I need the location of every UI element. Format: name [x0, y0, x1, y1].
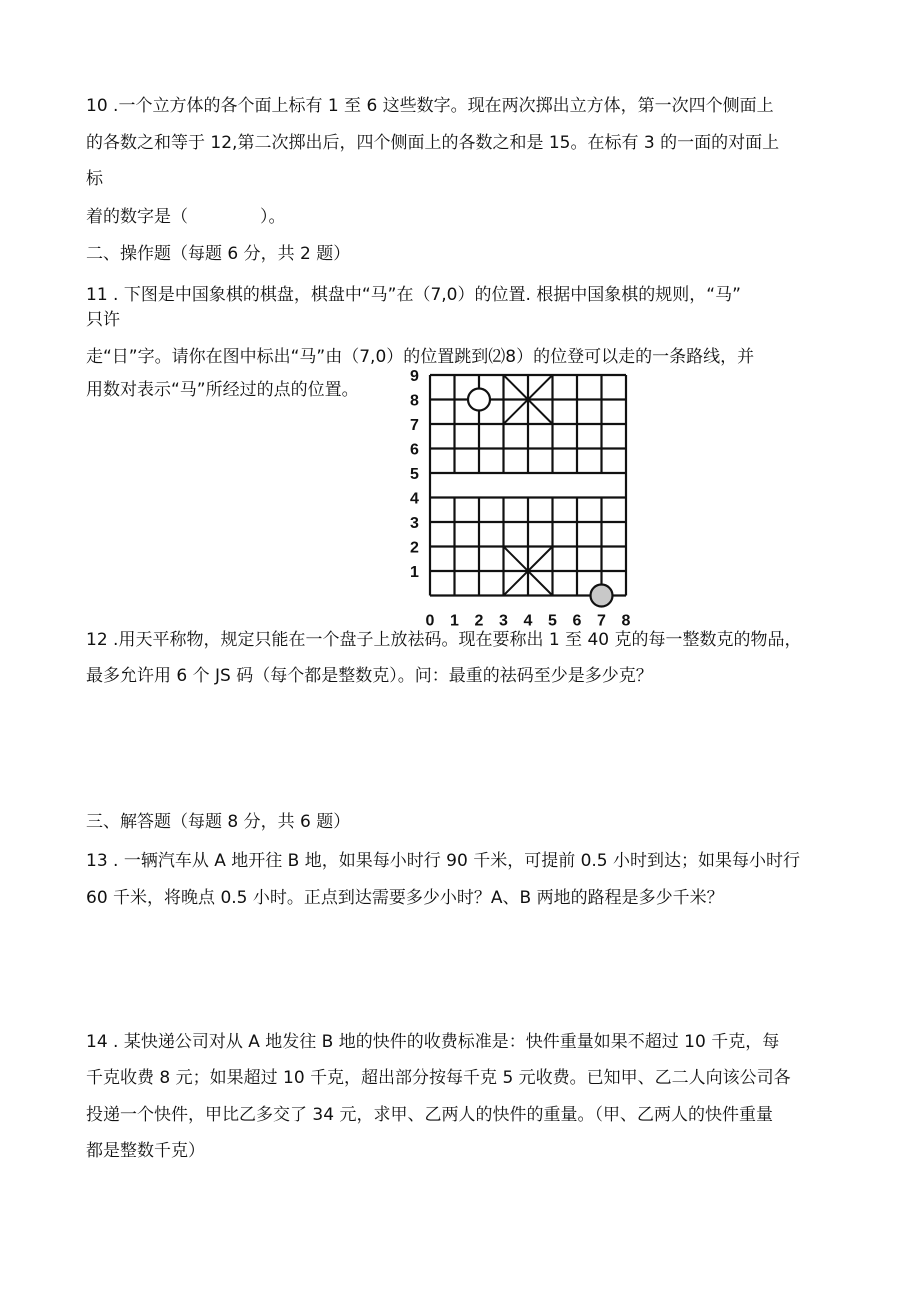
- x-label: 8: [621, 612, 631, 630]
- chess-board-svg: [395, 365, 645, 630]
- y-label: 8: [410, 392, 419, 410]
- q14-line4: 都是整数千克）: [86, 1141, 205, 1161]
- q14-line3: 投递一个快件，甲比乙多交了 34 元，求甲、乙两人的快件的重量。（甲、乙两人的快件重量: [86, 1105, 773, 1125]
- q11-line1: 11 . 下图是中国象棋的棋盘，棋盘中“马”在（7,0）的位置. 根据中国象棋的规则，“马”: [86, 285, 741, 305]
- start-horse-marker: [591, 585, 613, 607]
- section3-heading: 三、解答题（每题 8 分，共 6 题）: [86, 812, 351, 832]
- x-label: 5: [548, 612, 557, 630]
- y-label: 1: [410, 564, 419, 581]
- q12-line2: 最多允许用 6 个 JS 码（每个都是整数克）。问：最重的祛码至少是多少克？: [86, 666, 653, 686]
- y-label: 2: [410, 539, 419, 557]
- x-label: 4: [523, 612, 533, 630]
- y-label: 3: [410, 515, 419, 532]
- q10-line1: 10 .一个立方体的各个面上标有 1 至 6 这些数字。现在两次掷出立方体，第一次四个侧面上: [86, 96, 774, 116]
- x-label: 2: [474, 612, 484, 630]
- q13-line1: 13 . 一辆汽车从 A 地开往 B 地，如果每小时行 90 千米，可提前 0.5 小时到达；如果每小时行: [86, 851, 801, 871]
- section2-heading: 二、操作题（每题 6 分，共 2 题）: [86, 244, 351, 264]
- q12-line1: 12 .用天平称物，规定只能在一个盘子上放祛码。现在要称出 1 至 40 克的每一整数克的物品，: [86, 630, 802, 650]
- q11-line3: 走“日”字。请你在图中标出“马”由（7,0）的位置跳到⑵8）的位登可以走的一条路线，并: [86, 347, 755, 367]
- q11-line4: 用数对表示“马”所经过的点的位置。: [86, 380, 359, 400]
- chess-board: [395, 365, 645, 630]
- y-label: 4: [410, 490, 419, 508]
- q10-line3: 标: [86, 169, 103, 189]
- q10-line2: 的各数之和等于 12,第二次掷出后，四个侧面上的各数之和是 15。在标有 3 的一面的对面上: [86, 133, 780, 153]
- y-label: 7: [410, 417, 419, 434]
- x-axis-labels: [426, 613, 631, 630]
- target-marker: [468, 389, 490, 411]
- y-axis-labels: [410, 368, 419, 581]
- q14-line2: 千克收费 8 元；如果超过 10 千克，超出部分按每千克 5 元收费。已知甲、乙二人向该公司各: [86, 1068, 791, 1088]
- x-label: 7: [597, 612, 606, 630]
- q10-line4: [86, 205, 286, 229]
- y-label: 5: [410, 466, 419, 483]
- y-label: 9: [410, 368, 419, 385]
- x-label: 6: [572, 612, 582, 630]
- q10-suffix: ）。: [260, 207, 286, 227]
- y-label: 6: [410, 441, 419, 459]
- q14-line1: 14 . 某快递公司对从 A 地发往 B 地的快件的收费标准是：快件重量如果不超过 10 千克，每: [86, 1032, 780, 1052]
- board-grid: [430, 375, 626, 596]
- q13-line2: 60 千米，将晚点 0.5 小时。正点到达需要多少小时？A、B 两地的路程是多少千米？: [86, 888, 724, 908]
- q11-line2: 只许: [86, 310, 120, 330]
- x-label: 3: [499, 612, 508, 630]
- x-label: 0: [425, 612, 435, 630]
- x-label: 1: [450, 612, 459, 630]
- q10-prefix: 着的数字是（: [86, 207, 188, 227]
